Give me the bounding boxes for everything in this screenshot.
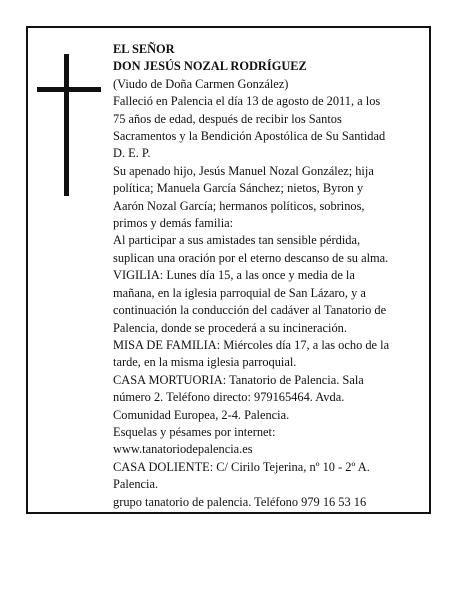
cross-vertical-bar <box>64 54 69 196</box>
obituary-notice <box>26 26 431 514</box>
contact-line: grupo tanatorio de palencia. Teléfono 979 16 53 16 <box>113 494 367 509</box>
widower-note: (Viudo de Doña Carmen González) <box>113 76 289 91</box>
notice-text <box>113 41 425 511</box>
family-mass-line: tarde, en la misma iglesia parroquial. <box>113 355 297 370</box>
condolences-url: www.tanatoriodepalencia.es <box>113 442 253 457</box>
funeral-home-line: CASA MORTUORIA: Tanatorio de Palencia. Sala <box>113 372 364 387</box>
family-line: política; Manuela García Sánchez; nietos, Byron y <box>113 181 364 196</box>
rip-line: D. E. P. <box>113 146 151 161</box>
funeral-home-line: Comunidad Europea, 2-4. Palencia. <box>113 407 290 422</box>
family-home-line: CASA DOLIENTE: C/ Cirilo Tejerina, nº 10 - 2º A. <box>113 459 370 474</box>
condolences-line: Esquelas y pésames por internet: <box>113 424 276 439</box>
family-mass-line: MISA DE FAMILIA: Miércoles día 17, a las ocho de la <box>113 337 390 352</box>
vigil-line: mañana, en la iglesia parroquial de San Lázaro, y a <box>113 285 366 300</box>
latin-cross-icon <box>37 54 101 196</box>
funeral-home-line: número 2. Teléfono directo: 979165464. Avda. <box>113 390 345 405</box>
deceased-name: DON JESÚS NOZAL RODRÍGUEZ <box>113 59 307 74</box>
death-details-line: 75 años de edad, después de recibir los Santos <box>113 111 342 126</box>
death-details-line: Sacramentos y la Bendición Apostólica de Su Santidad <box>113 129 386 144</box>
vigil-line: Palencia, donde se procederá a su incineración. <box>113 320 347 335</box>
death-details-line: Falleció en Palencia el día 13 de agosto de 2011, a los <box>113 94 381 109</box>
notice-title: EL SEÑOR <box>113 42 175 56</box>
family-line: Su apenado hijo, Jesús Manuel Nozal González; hija <box>113 163 374 178</box>
family-line: Aarón Nozal García; hermanos políticos, sobrinos, <box>113 198 365 213</box>
vigil-line: continuación la conducción del cadáver al Tanatorio de <box>113 303 387 318</box>
vigil-line: VIGILIA: Lunes día 15, a las once y media de la <box>113 268 355 283</box>
family-home-line: Palencia. <box>113 477 159 492</box>
prayer-request-line: Al participar a sus amistades tan sensible pérdida, <box>113 233 361 248</box>
prayer-request-line: suplican una oración por el eterno descanso de su alma. <box>113 250 389 265</box>
family-line: primos y demás familia: <box>113 216 234 231</box>
cross-horizontal-bar <box>37 87 101 92</box>
